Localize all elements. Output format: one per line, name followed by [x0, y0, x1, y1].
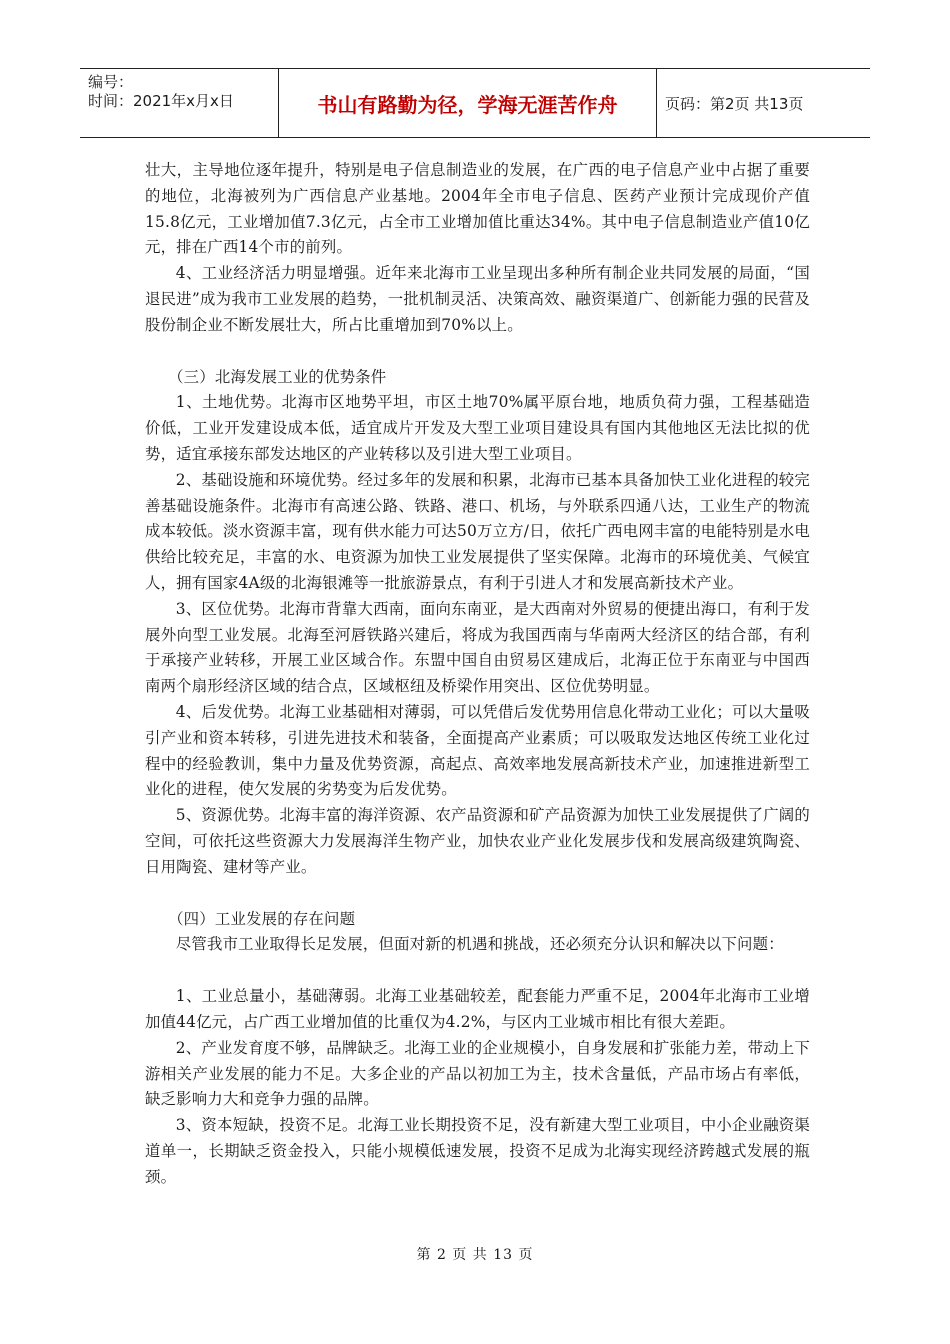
paragraph: 1、工业总量小，基础薄弱。北海工业基础较差，配套能力严重不足，2004年北海市工业增加值44亿元，占广西工业增加值的比重仅为4.2%，与区内工业城市相比有很大差距。 [145, 987, 810, 1031]
paragraph: 2、产业发育度不够，品牌缺乏。北海工业的企业规模小，自身发展和扩张能力差，带动上下游相关产业发展的能力不足。大多企业的产品以初加工为主，技术含量低，产品市场占有率低，缺乏影响力大和竞争力强的品牌。 [145, 1038, 810, 1109]
paragraph: 3、区位优势。北海市背靠大西南，面向东南亚，是大西南对外贸易的便捷出海口，有利于发展外向型工业发展。北海至河唇铁路兴建后，将成为我国西南与华南两大经济区的结合部，有利于承接产业转移，开展工业区域合作。东盟中国自由贸易区建成后，北海正位于东南亚与中国西南两个扇形经济区域的结合点，区域枢纽及桥梁作用突出、区位优势明显。 [145, 599, 810, 696]
document-number-label: 编号： [88, 73, 134, 91]
page-footer: 第 2 页 共 13 页 [416, 1247, 534, 1263]
paragraph: 4、工业经济活力明显增强。近年来北海市工业呈现出多种所有制企业共同发展的局面，“国退民进”成为我市工业发展的趋势，一批机制灵活、决策高效、融资渠道广、创新能力强的民营及股份制企业不断发展壮大，所占比重增加到70%以上。 [145, 264, 810, 334]
document-date-label: 时间：2021年x月x日 [88, 92, 234, 110]
document-body [145, 158, 810, 1190]
section-heading: （三）北海发展工业的优势条件 [168, 367, 387, 386]
paragraph: 壮大，主导地位逐年提升，特别是电子信息制造业的发展，在广西的电子信息产业中占据了重要的地位，北海被列为广西信息产业基地。2004年全市电子信息、医药产业预计完成现价产值15.8亿元，工业增加值7.3亿元，占全市工业增加值比重达34%。其中电子信息制造业产值10亿元，排在广西14个市的前列。 [145, 161, 810, 257]
section-heading: （四）工业发展的存在问题 [168, 909, 356, 928]
paragraph: 4、后发优势。北海工业基础相对薄弱，可以凭借后发优势用信息化带动工业化；可以大量吸引产业和资本转移，引进先进技术和装备，全面提高产业素质；可以吸取发达地区传统工业化过程中的经验教训，集中力量及优势资源，高起点、高效率地发展高新技术产业，加速推进新型工业化的进程，使欠发展的劣势变为后发优势。 [145, 702, 810, 799]
paragraph: 3、资本短缺，投资不足。北海工业长期投资不足，没有新建大型工业项目，中小企业融资渠道单一，长期缺乏资金投入，只能小规模低速发展，投资不足成为北海实现经济跨越式发展的瓶颈。 [145, 1116, 810, 1186]
paragraph: 1、土地优势。北海市区地势平坦，市区土地70%属平原台地，地质负荷力强，工程基础造价低，工业开发建设成本低，适宜成片开发及大型工业项目建设具有国内其他地区无法比拟的优势，适宜承接东部发达地区的产业转移以及引进大型工业项目。 [145, 393, 810, 463]
header-info-cell [80, 69, 279, 137]
paragraph: 5、资源优势。北海丰富的海洋资源、农产品资源和矿产品资源为加快工业发展提供了广阔的空间，可依托这些资源大力发展海洋生物产业，加快农业产业化发展步伐和发展高级建筑陶瓷、日用陶瓷、建材等产业。 [145, 806, 810, 876]
header-page-number: 页码：第2页 共13页 [665, 94, 804, 113]
page-header [80, 68, 870, 138]
header-motto: 书山有路勤为径，学海无涯苦作舟 [279, 69, 657, 137]
paragraph: 2、基础设施和环境优势。经过多年的发展和积累，北海市已基本具备加快工业化进程的较完善基础设施条件。北海市有高速公路、铁路、港口、机场，与外联系四通八达，工业生产的物流成本较低。淡水资源丰富，现有供水能力可达50万立方/日，依托广西电网丰富的电能特别是水电供给比较充足，丰富的水、电资源为加快工业发展提供了坚实保障。北海市的环境优美、气候宜人，拥有国家4A级的北海银滩等一批旅游景点，有利于引进人才和发展高新技术产业。 [145, 470, 810, 592]
paragraph: 尽管我市工业取得长足发展，但面对新的机遇和挑战，还必须充分认识和解决以下问题： [175, 935, 784, 954]
